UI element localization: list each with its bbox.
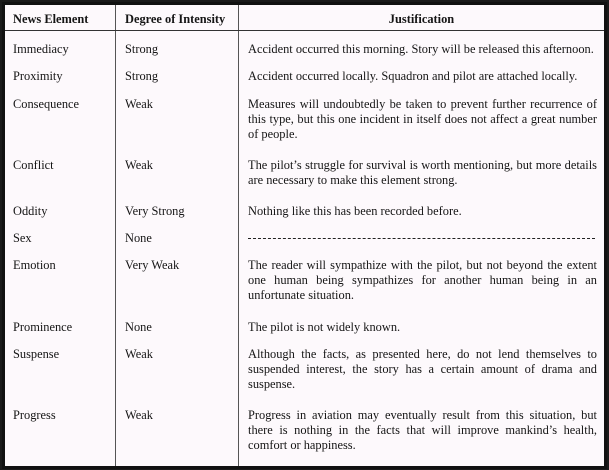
justification-cell: The pilot is not widely known.: [248, 320, 401, 334]
justification-cell: The reader will sympathize with the pilot, but not beyond the extent one human being sympathizes for another human being in an unfortunate situation.: [248, 258, 597, 303]
intensity-cell: Very Strong: [125, 204, 185, 218]
intensity-cell: Strong: [125, 42, 159, 56]
header-degree-of-intensity: Degree of Intensity: [125, 12, 226, 26]
justification-cell: The pilot’s struggle for survival is worth mentioning, but more details are necessary to make this element strong.: [248, 158, 597, 188]
intensity-cell: None: [125, 231, 152, 245]
justification-cell: Progress in aviation may eventually result from this situation, but there is nothing in the facts that will improve mankind’s health, comfort or happiness.: [248, 408, 597, 453]
header-justification: Justification: [388, 12, 455, 26]
intensity-cell: Weak: [125, 97, 153, 111]
intensity-cell: Weak: [125, 408, 153, 422]
justification-cell: Accident occurred locally. Squadron and pilot are attached locally.: [248, 69, 578, 83]
news-element-cell: Sex: [13, 231, 32, 245]
empty-justification-dashes: [248, 238, 595, 239]
justification-cell: Measures will undoubtedly be taken to prevent further recurrence of this type, but this one incident in itself does not affect a great number of people.: [248, 97, 597, 142]
news-element-cell: Emotion: [13, 258, 56, 272]
news-element-cell: Progress: [13, 408, 56, 422]
justification-cell: Nothing like this has been recorded before.: [248, 204, 462, 218]
justification-cell: [248, 231, 595, 232]
header-rule: [5, 30, 604, 31]
header-news-element: News Element: [13, 12, 89, 26]
news-elements-table: [2, 2, 607, 469]
news-element-cell: Immediacy: [13, 42, 69, 56]
intensity-cell: Weak: [125, 158, 153, 172]
intensity-cell: Weak: [125, 347, 153, 361]
news-element-cell: Consequence: [13, 97, 80, 111]
justification-cell: Although the facts, as presented here, do not lend themselves to suspended interest, the story has a certain amount of drama and suspense.: [248, 347, 597, 392]
intensity-cell: Very Weak: [125, 258, 180, 272]
news-element-cell: Conflict: [13, 158, 54, 172]
intensity-cell: Strong: [125, 69, 159, 83]
news-element-cell: Prominence: [13, 320, 73, 334]
news-element-cell: Suspense: [13, 347, 60, 361]
column-divider: [238, 5, 239, 466]
justification-cell: Accident occurred this morning. Story will be released this afternoon.: [248, 42, 594, 56]
news-element-cell: Oddity: [13, 204, 48, 218]
news-element-cell: Proximity: [13, 69, 63, 83]
intensity-cell: None: [125, 320, 152, 334]
column-divider: [115, 5, 116, 466]
